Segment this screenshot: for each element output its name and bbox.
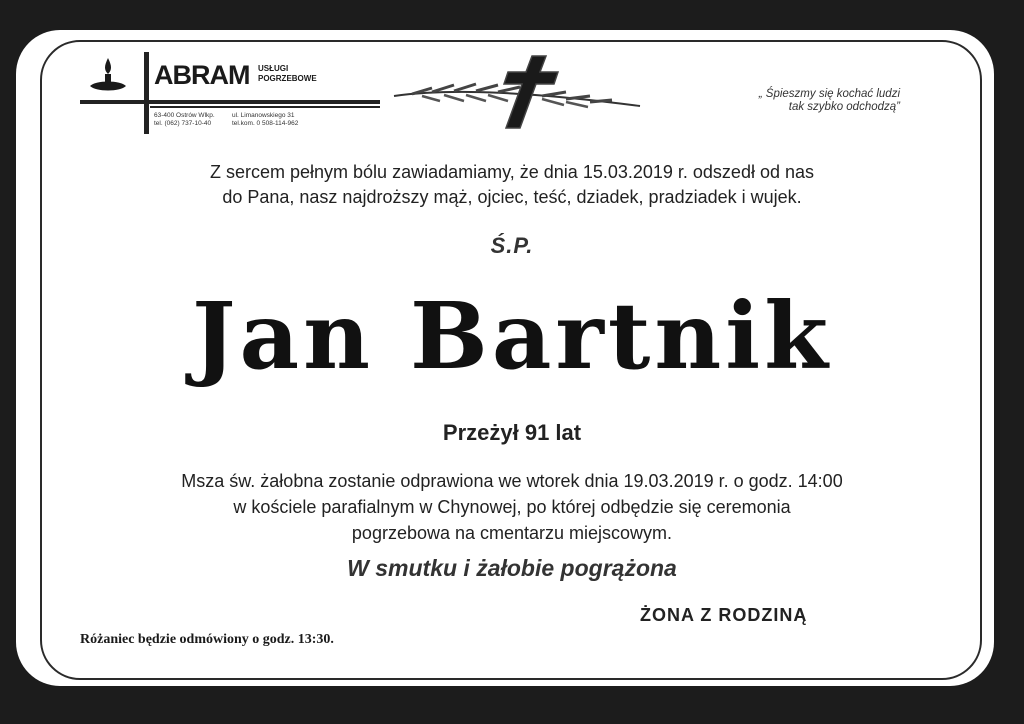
- quote: [640, 88, 900, 114]
- address-right-line2: tel.kom. 0 508-114-962: [232, 120, 299, 127]
- mass-line1: Msza św. żałobna zostanie odprawiona we wtorek dnia 19.03.2019 r. o godz. 14:00: [181, 471, 843, 491]
- logo-subtitle-line2: POGRZEBOWE: [258, 74, 317, 83]
- mass-info: [0, 468, 1024, 546]
- intro-line1: Z sercem pełnym bólu zawiadamiamy, że dnia 15.03.2019 r. odszedł od nas: [210, 162, 814, 182]
- address-left-line2: tel. (062) 737-10-40: [154, 120, 212, 127]
- logo-name: ABRAM: [154, 60, 250, 90]
- mass-line2: w kościele parafialnym w Chynowej, po której odbędzie się ceremonia: [233, 497, 791, 517]
- cross-icon: [392, 52, 642, 137]
- quote-line1: „ Śpieszmy się kochać ludzi: [758, 88, 900, 100]
- sp-label: Ś.P.: [490, 233, 534, 258]
- age-line: Przeżył 91 lat: [442, 420, 582, 445]
- quote-line2: tak szybko odchodzą”: [788, 101, 900, 113]
- logo-subtitle-line1: USŁUGI: [258, 64, 289, 73]
- rosary-note: Różaniec będzie odmówiony o godz. 13:30.: [80, 632, 334, 647]
- logo-horizontal-line: [150, 106, 380, 108]
- address-left-line1: 63-400 Ostrów Wlkp.: [154, 112, 215, 119]
- funeral-home-logo: [80, 52, 380, 136]
- logo-address-right: [232, 112, 298, 128]
- announcement-intro: [0, 160, 1024, 210]
- logo-subtitle: [258, 64, 317, 84]
- logo-horizontal-bar: [80, 100, 380, 104]
- mourning-line: W smutku i żałobie pogrążona: [347, 555, 677, 581]
- family-signature: ŻONA Z RODZINĄ: [640, 605, 808, 625]
- mass-line3: pogrzebowa na cmentarzu miejscowym.: [351, 523, 673, 543]
- logo-address-left: [154, 112, 215, 128]
- intro-line2: do Pana, nasz najdroższy mąż, ojciec, teść, dziadek, pradziadek i wujek.: [222, 187, 802, 207]
- deceased-name: Jan Bartnik: [192, 282, 832, 390]
- logo-vertical-bar: [144, 52, 149, 134]
- candle-icon: [86, 56, 130, 105]
- address-right-line1: ul. Limanowskiego 31: [232, 112, 295, 119]
